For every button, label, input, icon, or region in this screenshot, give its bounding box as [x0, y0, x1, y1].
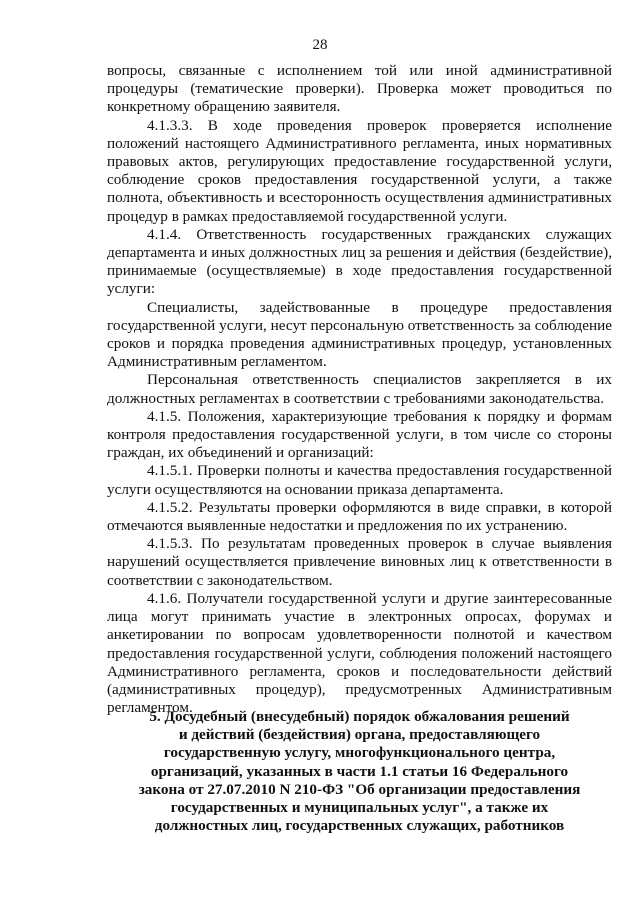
- paragraph-4-1-4: 4.1.4. Ответственность государственных гражданских служащих департамента и иных должностных лиц за решения и действия (бездействие), принимаемые (осуществляемые) в ходе предоставления государственной услуги:: [107, 225, 612, 298]
- section-5-heading: [107, 708, 612, 835]
- document-body: [107, 62, 612, 717]
- paragraph-4-1-5-3: 4.1.5.3. По результатам проведенных проверок в случае выявления нарушений осуществляется привлечение виновных лиц к ответственности в соответствии с законодательством.: [107, 535, 612, 589]
- paragraph-continuation: вопросы, связанные с исполнением той или иной административной процедуры (тематические проверки). Проверка может проводиться по конкретному обращению заявителя.: [107, 62, 612, 116]
- page-number: 28: [312, 37, 328, 53]
- heading-line: должностных лиц, государственных служащих, работников: [154, 817, 565, 835]
- paragraph-4-1-5-1: 4.1.5.1. Проверки полноты и качества предоставления государственной услуги осуществляются на основании приказа департамента.: [107, 462, 612, 498]
- paragraph-4-1-3-3: 4.1.3.3. В ходе проведения проверок проверяется исполнение положений настоящего Административного регламента, иных нормативных правовых актов, регулирующих предоставление государственной услуги, соблюдение сроков предоставления государственной услуги, а также полнота, объективность и всесторонность осуществления административных процедур в рамках предоставляемой государственной услуги.: [107, 116, 612, 225]
- paragraph-4-1-6: 4.1.6. Получатели государственной услуги и другие заинтересованные лица могут принимать участие в электронных опросах, форумах и анкетировании по вопросам удовлетворенности полнотой и качеством предоставления государственной услуги, соблюдения положений настоящего Административного регламента, сроков и последовательности действий (административных процедур), предусмотренных Административным регламентом.: [107, 589, 612, 717]
- heading-line: 5. Досудебный (внесудебный) порядок обжалования решений: [149, 708, 570, 725]
- heading-line: государственных и муниципальных услуг", а также их: [170, 799, 549, 817]
- heading-line: и действий (бездействия) органа, предоставляющего: [178, 726, 541, 744]
- heading-line: организаций, указанных в части 1.1 статьи 16 Федерального: [150, 762, 569, 780]
- paragraph-personal-responsibility: Персональная ответственность специалистов закрепляется в их должностных регламентах в соответствии с требованиями законодательства.: [107, 371, 612, 407]
- heading-line: закона от 27.07.2010 N 210-ФЗ "Об организации предоставления: [138, 780, 581, 798]
- paragraph-specialists: Специалисты, задействованные в процедуре предоставления государственной услуги, несут персональную ответственность за соблюдение сроков и порядка проведения административных процедур, установленных Административным регламентом.: [107, 298, 612, 371]
- paragraph-4-1-5-2: 4.1.5.2. Результаты проверки оформляются в виде справки, в которой отмечаются выявленные недостатки и предложения по их устранению.: [107, 498, 612, 535]
- heading-line: государственную услугу, многофункционального центра,: [163, 744, 556, 762]
- paragraph-4-1-5: 4.1.5. Положения, характеризующие требования к порядку и формам контроля предоставления государственной услуги, в том числе со стороны граждан, их объединений и организаций:: [107, 407, 612, 462]
